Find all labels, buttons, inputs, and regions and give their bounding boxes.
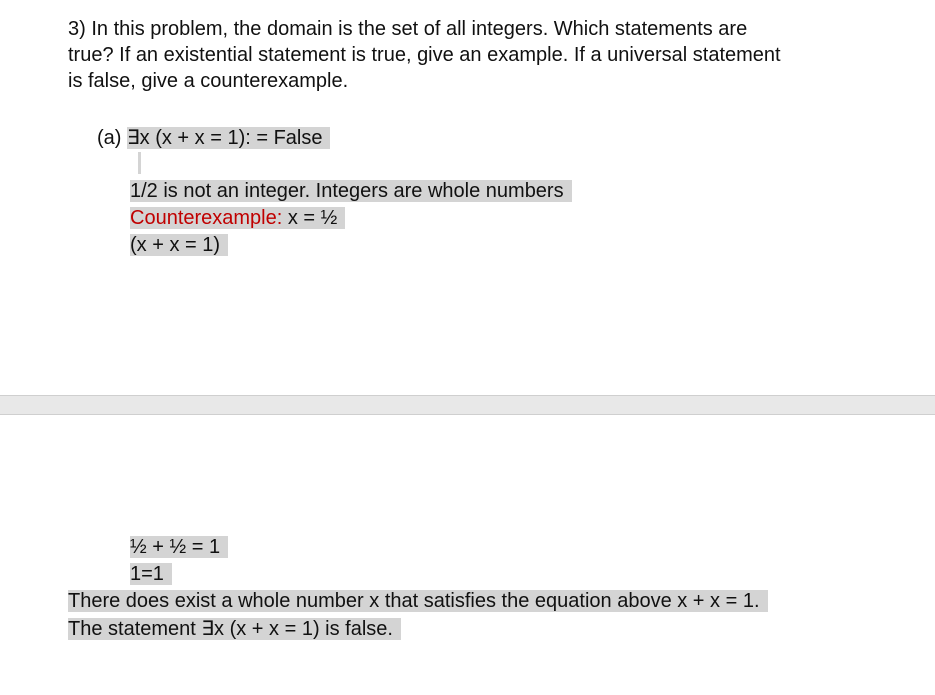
- highlight-mark: [138, 152, 141, 174]
- explanation-text: 1/2 is not an integer. Integers are whole numbers: [130, 180, 572, 202]
- part-a-label: (a): [97, 127, 127, 149]
- conclusion2-text: The statement ∃x (x + x = 1) is false.: [68, 618, 401, 640]
- page-break: [0, 395, 935, 415]
- conclusion1-text: There does exist a whole number x that satisfies the equation above x + x = 1.: [68, 590, 768, 612]
- conclusion-line-1: [68, 588, 768, 614]
- intro-line-1: 3) In this problem, the domain is the set of all integers. Which statements are: [68, 18, 748, 40]
- intro-line-3: is false, give a counterexample.: [68, 70, 349, 92]
- part-a-line: [97, 125, 330, 151]
- equation-text: (x + x = 1): [130, 234, 228, 256]
- step1-line: [130, 534, 228, 560]
- part-a-statement: ∃x (x + x = 1): = False: [127, 127, 330, 149]
- problem-intro: [68, 16, 868, 94]
- counterexample-value: x = ½: [282, 207, 338, 229]
- counterexample-label: Counterexample:: [130, 207, 283, 229]
- step2-text: 1=1: [130, 563, 172, 585]
- step1-text: ½ + ½ = 1: [130, 536, 228, 558]
- intro-line-2: true? If an existential statement is true, give an example. If a universal statement: [68, 44, 781, 66]
- counterexample-line: [130, 205, 345, 231]
- conclusion-line-2: [68, 616, 401, 642]
- step2-line: [130, 561, 172, 587]
- equation-line: [130, 232, 228, 258]
- explanation-line: [130, 178, 572, 204]
